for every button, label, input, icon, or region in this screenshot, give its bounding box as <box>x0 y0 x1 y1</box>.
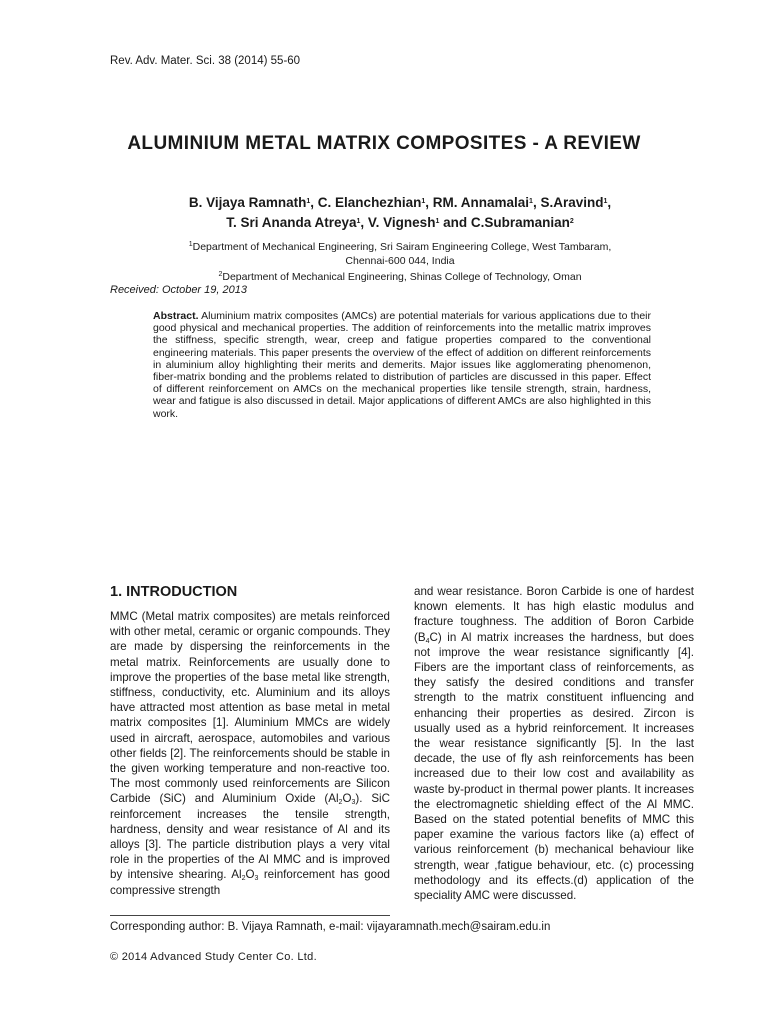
subscript: 2 <box>241 875 246 883</box>
footnote-rule <box>110 915 390 916</box>
author-affiliation-mark: 1 <box>421 198 426 205</box>
author-affiliation-mark: 1 <box>356 218 361 225</box>
author-name: B. Vijaya Ramnath <box>188 195 307 210</box>
author-name: C. Elanchezhian <box>317 195 422 210</box>
body-text: O <box>342 792 352 806</box>
author-name: S.Aravind <box>540 195 604 210</box>
affiliation-mark: 2 <box>218 271 223 278</box>
subscript: 3 <box>351 799 356 807</box>
section-heading-introduction: 1. INTRODUCTION <box>110 584 238 600</box>
author-affiliation-mark: 1 <box>435 218 440 225</box>
affiliation-text: Department of Mechanical Engineering, Sri Sairam Engineering College, West Tambaram, <box>192 241 612 253</box>
affiliation-mark: 1 <box>188 241 193 248</box>
author-separator: , <box>425 195 433 210</box>
received-date: Received: October 19, 2013 <box>110 284 247 296</box>
copyright-notice: © 2014 Advanced Study Center Co. Ltd. <box>110 951 317 963</box>
author-separator: , <box>607 195 612 210</box>
author-name: V. Vignesh <box>367 215 436 230</box>
author-separator: , <box>360 215 368 230</box>
author-line-1 <box>110 192 690 212</box>
author-name: C.Subramanian <box>470 215 570 230</box>
author-name: RM. Annamalai <box>432 195 530 210</box>
author-separator: , <box>532 195 541 210</box>
author-affiliation-mark: 1 <box>529 198 533 205</box>
affiliation-1 <box>110 238 690 255</box>
body-column-left <box>110 609 390 898</box>
body-text: MMC (Metal matrix composites) are metals reinforced with other metal, ceramic or organic compounds. They are made by dispersing the reinforcements in the metal matrix. Reinforcements are usually done to improve the properties of the base metal like strength, stiffness, conductivity, etc. Aluminium and its alloys have attracted most attention as base metal in metal matrix composites [1]. Aluminium MMCs are widely used in aircraft, aerospace, automobiles and various other fields [2]. The reinforcements should be stable in the given working temperature and non-reactive too. The most commonly used reinforcements are Silicon Carbide (SiC) and Aluminium Oxide (Al <box>110 610 390 806</box>
body-text: ). SiC reinforcement increases the tensile strength, hardness, density and wear resistance of Al and its alloys [3]. The particle distribution plays a very vital role in the properties of the Al MMC and is improved by intensive shearing. Al <box>110 792 391 882</box>
author-separator: and <box>439 215 471 230</box>
body-text: reinforcement has good compressive strength <box>110 868 390 897</box>
affiliation-text: Department of Mechanical Engineering, Shinas College of Technology, Oman <box>222 271 582 283</box>
subscript: 4 <box>425 637 430 645</box>
body-text: and wear resistance. Boron Carbide is one of hardest known elements. It has high elastic modulus and fracture toughness. The addition of Boron Carbide (B <box>414 585 694 644</box>
body-text: O <box>245 868 255 882</box>
subscript: 2 <box>338 799 343 807</box>
author-name: T. Sri Ananda Atreya <box>226 215 357 230</box>
abstract-text: Aluminium matrix composites (AMCs) are potential materials for various applications due to their good physical and mechanical properties. The addition of reinforcements into the metallic matrix improves the stiffness, specific strength, wear, creep and fatigue properties compared to the conventional engineering materials. This paper presents the overview of the effect of addition on different reinforcements in aluminium alloy highlighting their merits and demerits. Major issues like agglomerating phenomenon, fiber-matrix bonding and the problems related to distribution of particles are discussed in this paper. Effect of different reinforcement on AMCs on the mechanical properties like tensile strength, strain, hardness, wear and fatigue is also discussed in detail. Major applications of different AMCs are also highlighted in this work. <box>153 310 652 420</box>
affiliation-2 <box>110 268 690 285</box>
corresponding-author: Corresponding author: B. Vijaya Ramnath, e-mail: vijayaramnath.mech@sairam.edu.in <box>110 921 551 933</box>
journal-reference: Rev. Adv. Mater. Sci. 38 (2014) 55-60 <box>110 55 301 67</box>
affiliation-1-cont: Chennai-600 044, India <box>345 254 455 267</box>
author-line-2 <box>110 212 690 232</box>
body-text: C) in Al matrix increases the hardness, but does not improve the wear resistance significantly [4]. Fibers are the important class of reinforcements, as they satisfy the desired conditions and transfer strength to the matrix constituent influencing and enhancing their properties as desired. Zircon is usually used as a hybrid reinforcement. It increases the wear resistance significantly [5]. In the last decade, the use of fly ash reinforcements has been increased due to their low cost and availability as waste by-product in thermal power plants. It increases the electromagnetic shielding effect of the Al MMC. Based on the stated potential benefits of MMC this paper examine the various factors like (a) effect of various reinforcement (b) mechanical behaviour like strength, wear ,fatigue behaviour, etc. (c) processing methodology and its effects.(d) application of the speciality AMC were discussed. <box>414 630 694 903</box>
author-affiliation-mark: 1 <box>306 198 311 205</box>
paper-title: ALUMINIUM METAL MATRIX COMPOSITES - A REVIEW <box>127 133 641 154</box>
author-affiliation-mark: 1 <box>603 198 608 205</box>
abstract-label: Abstract. <box>153 310 199 322</box>
subscript: 3 <box>254 875 259 883</box>
author-separator: , <box>310 195 318 210</box>
author-list <box>110 192 690 232</box>
affiliations <box>110 238 690 285</box>
abstract <box>153 310 651 420</box>
author-affiliation-mark: 2 <box>569 218 574 225</box>
body-column-right <box>414 584 694 903</box>
